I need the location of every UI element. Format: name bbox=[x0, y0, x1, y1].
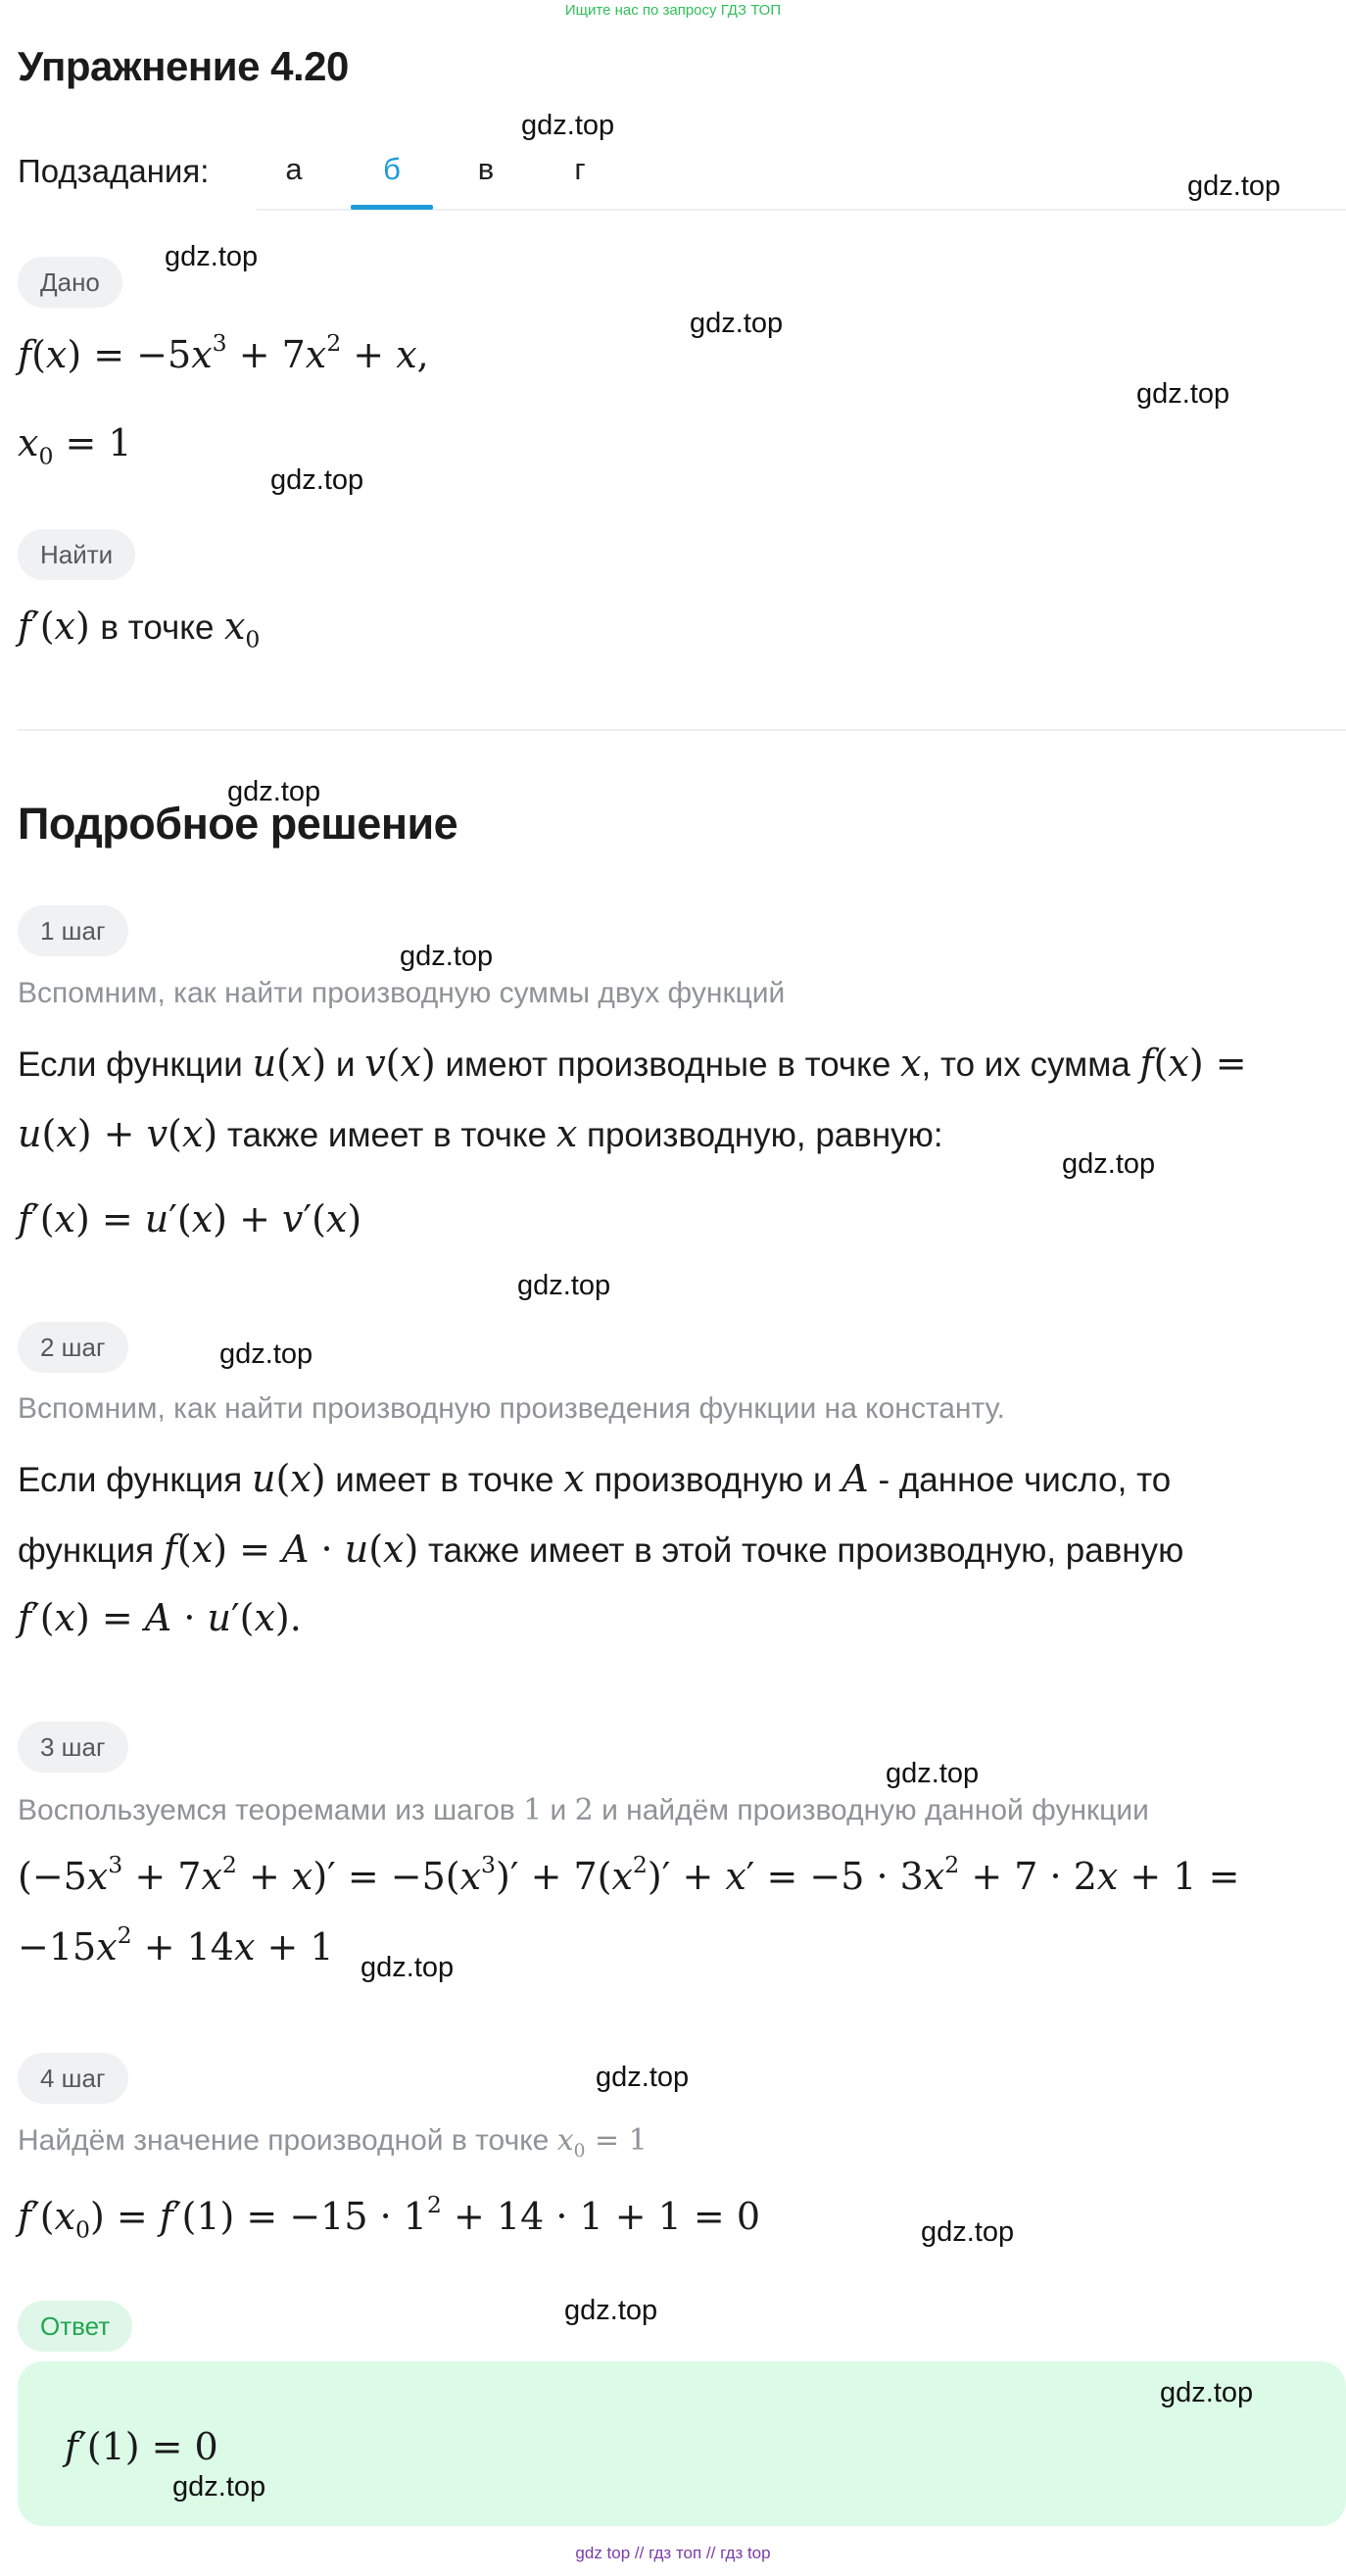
step-4-badge: 4 шаг bbox=[18, 2053, 128, 2104]
tab-b[interactable]: б bbox=[383, 152, 401, 186]
step-2-text-line-1: Если функция u(x) имеет в точке x производную и A - данное число, то bbox=[18, 1457, 1172, 1500]
page-title: Упражнение 4.20 bbox=[18, 43, 349, 89]
watermark: gdz.top bbox=[1160, 2377, 1254, 2408]
given-x0-value: 1 bbox=[108, 421, 132, 464]
solution-title: Подробное решение bbox=[18, 799, 458, 849]
watermark: gdz.top bbox=[596, 2062, 690, 2093]
step-3-formula-line-1: $(-5x^3 + 7x^2 + x)' = -5(x^3)' + 7(x^2)' + x' = -5 \cdot 3x^2 + 7 \cdot 2x + 1$ = bbox=[18, 1850, 1240, 1898]
given-badge: Дано bbox=[18, 257, 122, 308]
find-badge: Найти bbox=[18, 529, 135, 580]
watermark: gdz.top bbox=[219, 1338, 313, 1370]
watermark: gdz.top bbox=[165, 241, 259, 272]
given-f-name: f bbox=[18, 333, 32, 376]
step-1-text-line-1: Если функции u(x) и v(x) имеют производные в точке x, то их сумма f(x) = bbox=[18, 1042, 1247, 1085]
step-1-text-line-2: u(x) + v(x) также имеет в точке x производную, равную: bbox=[18, 1112, 943, 1155]
step-1-formula: f′(x) = u′(x) + v′(x) bbox=[18, 1197, 362, 1240]
watermark: gdz.top bbox=[564, 2295, 658, 2326]
tab-a[interactable]: а bbox=[285, 152, 303, 186]
answer-formula: f′(1) = 0 bbox=[65, 2425, 218, 2468]
step-2-badge: 2 шаг bbox=[18, 1322, 128, 1373]
watermark: gdz.top bbox=[270, 464, 364, 496]
tab-g[interactable]: г bbox=[574, 152, 586, 186]
watermark: gdz.top bbox=[1062, 1148, 1156, 1180]
given-x0: $x_0 = 1$ bbox=[18, 421, 132, 470]
step-1-hint: Вспомним, как найти производную суммы двух функций bbox=[18, 977, 786, 1009]
step-3-badge: 3 шаг bbox=[18, 1722, 128, 1773]
answer-badge: Ответ bbox=[18, 2301, 132, 2352]
active-tab-indicator bbox=[351, 205, 433, 210]
watermark: gdz.top bbox=[886, 1758, 980, 1789]
step-2-formula: f′(x) = A · u′(x). bbox=[18, 1596, 302, 1639]
tab-v[interactable]: в bbox=[477, 152, 495, 186]
step-1-badge: 1 шаг bbox=[18, 905, 128, 956]
given-x0-name: x bbox=[18, 421, 39, 464]
watermark: gdz.top bbox=[172, 2471, 266, 2503]
watermark: gdz.top bbox=[227, 776, 321, 807]
watermark: gdz.top bbox=[1136, 378, 1230, 410]
watermark: gdz.top bbox=[517, 1270, 611, 1301]
find-text: f′(x) в точке $x_0$ bbox=[18, 605, 261, 654]
step-4-formula: $f'(x_0) = f'(1) = -15 \cdot 1^2 + 14 \cdot 1 + 1 = 0$ bbox=[18, 2190, 761, 2244]
watermark: gdz.top bbox=[400, 941, 494, 972]
step-2-text-line-2: функция f(x) = A · u(x) также имеет в этой точке производную, равную bbox=[18, 1528, 1184, 1571]
step-4-hint: Найдём значение производной в точке $x_0 = 1$ bbox=[18, 2123, 648, 2162]
step-3-hint: Воспользуемся теоремами из шагов 1 и 2 и найдём производную данной функции bbox=[18, 1793, 1149, 1827]
find-in-point: в точке bbox=[100, 608, 215, 647]
watermark: gdz.top bbox=[690, 308, 784, 339]
top-note: Ищите нас по запросу ГДЗ ТОП bbox=[564, 2, 782, 19]
step-2-hint: Вспомним, как найти производную произведения функции на константу. bbox=[18, 1392, 1005, 1425]
subtasks-label: Подзадания: bbox=[18, 153, 210, 189]
watermark: gdz.top bbox=[1187, 170, 1281, 202]
watermark: gdz.top bbox=[521, 110, 615, 141]
step-3-formula-line-2: $-15x^2 + 14x + 1$ bbox=[18, 1920, 334, 1968]
given-function: $f(x) = -5x^3 + 7x^2 + x$, bbox=[18, 328, 429, 376]
footer-links: gdz top // гдз топ // гдз top bbox=[575, 2544, 771, 2562]
section-divider bbox=[18, 729, 1346, 731]
watermark: gdz.top bbox=[361, 1952, 455, 1983]
watermark: gdz.top bbox=[921, 2216, 1015, 2248]
